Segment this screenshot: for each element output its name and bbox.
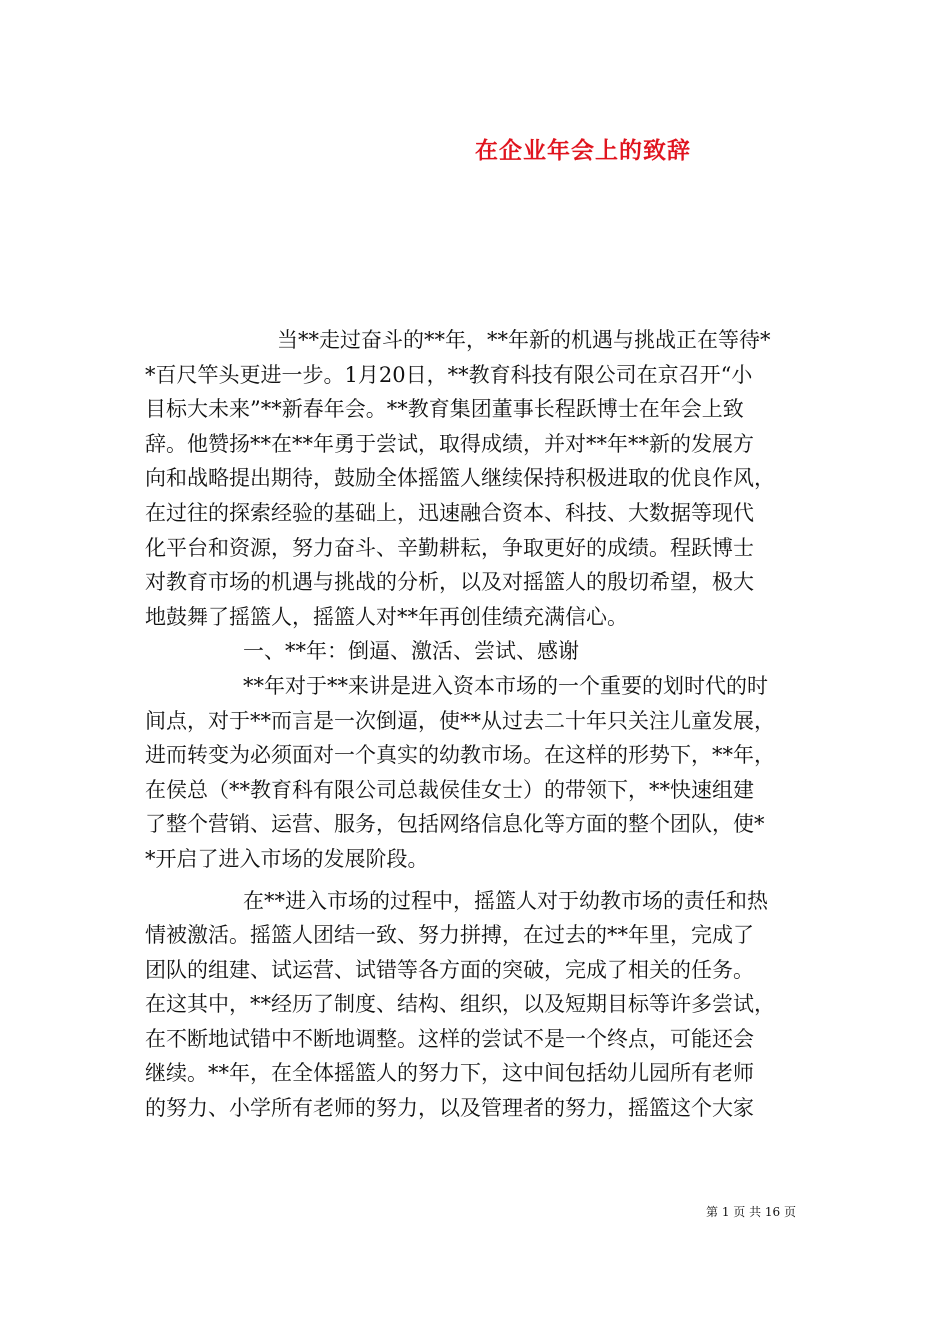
text-line: 目标大未来”**新春年会。**教育集团董事长程跃博士在年会上致	[145, 397, 744, 422]
text-line: 对教育市场的机遇与挑战的分析，以及对摇篮人的殷切希望，极大	[145, 570, 754, 595]
text-line: 团队的组建、试运营、试错等各方面的突破，完成了相关的任务。	[145, 957, 754, 982]
text-line: 当**走过奋斗的**年，**年新的机遇与挑战正在等待*	[277, 328, 771, 352]
text-line: 在**进入市场的过程中，摇篮人对于幼教市场的责任和热	[243, 888, 768, 913]
text-line: 了整个营销、运营、服务，包括网络信息化等方面的整个团队，使*	[145, 812, 765, 837]
text-line: 向和战略提出期待，鼓励全体摇篮人继续保持积极进取的优良作风，	[145, 466, 775, 491]
text-line: 情被激活。摇篮人团结一致、努力拼搏，在过去的**年里，完成了	[145, 923, 754, 948]
section-heading: 一、**年：倒逼、激活、尝试、感谢	[243, 639, 579, 664]
text-line: 在过往的探索经验的基础上，迅速融合资本、科技、大数据等现代	[145, 500, 754, 525]
text-line: 辞。他赞扬**在**年勇于尝试，取得成绩，并对**年**新的发展方	[145, 431, 754, 456]
text-line: 进而转变为必须面对一个真实的幼教市场。在这样的形势下，**年，	[145, 743, 775, 768]
text-line: 继续。**年，在全体摇篮人的努力下，这中间包括幼儿园所有老师	[145, 1061, 754, 1086]
text-line: 地鼓舞了摇篮人，摇篮人对**年再创佳绩充满信心。	[145, 604, 628, 629]
page-title: 在企业年会上的致辞	[475, 137, 691, 164]
text-line: *百尺竿头更进一步。1月20日，**教育科技有限公司在京召开“小	[145, 362, 753, 387]
text-line: 的努力、小学所有老师的努力，以及管理者的努力，摇篮这个大家	[145, 1096, 754, 1121]
page-number: 第 1 页 共 16 页	[706, 1205, 796, 1219]
text-line: *开启了进入市场的发展阶段。	[145, 846, 429, 871]
text-line: 在这其中，**经历了制度、结构、组织，以及短期目标等许多尝试，	[145, 992, 775, 1017]
text-line: 间点，对于**而言是一次倒逼，使**从过去二十年只关注儿童发展，	[145, 708, 775, 733]
document-body	[145, 323, 815, 1126]
text-line: **年对于**来讲是进入资本市场的一个重要的划时代的时	[243, 673, 768, 698]
text-line: 化平台和资源，努力奋斗、辛勤耕耘，争取更好的成绩。程跃博士	[145, 535, 754, 560]
text-line: 在不断地试错中不断地调整。这样的尝试不是一个终点，可能还会	[145, 1026, 754, 1051]
text-line: 在侯总（**教育科有限公司总裁侯佳女士）的带领下，**快速组建	[145, 777, 754, 802]
paragraph-gap	[145, 877, 815, 884]
